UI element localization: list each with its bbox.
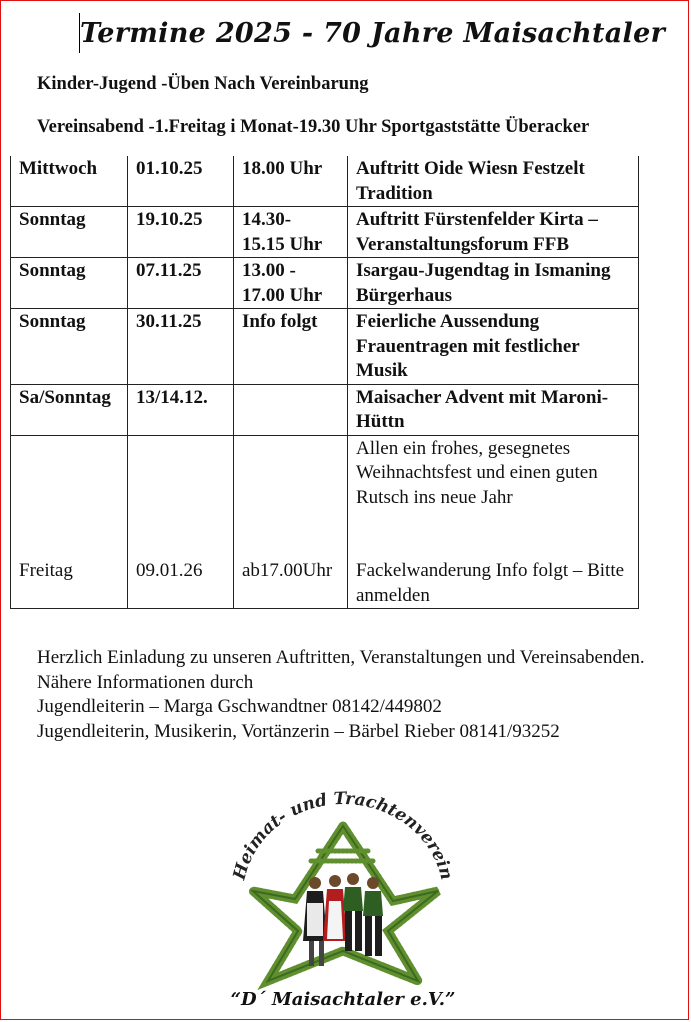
cell-event: Auftritt Oide Wiesn Festzelt Tradition (348, 156, 639, 207)
table-row (11, 207, 639, 258)
cell-date: 19.10.25 (128, 207, 234, 258)
cell-day (11, 435, 128, 609)
table-row (11, 258, 639, 309)
logo-arc-text: Heimat- und Trachtenverein (229, 791, 457, 882)
cell-time (234, 384, 348, 435)
page-title: Termine 2025 - 70 Jahre Maisachtaler (80, 18, 666, 49)
cell-event: Auftritt Fürstenfelder Kirta – Veranstaltungsforum FFB (348, 207, 639, 258)
cell-time: 14.30- 15.15 Uhr (234, 207, 348, 258)
footer-info (37, 646, 657, 744)
cell-event (348, 435, 639, 609)
cell-date: 13/14.12. (128, 384, 234, 435)
cell-day: Sonntag (11, 207, 128, 258)
cell-day: Sonntag (11, 258, 128, 309)
schedule-table (10, 156, 639, 609)
table-row (11, 156, 639, 207)
cell-time (234, 435, 348, 609)
cell-time: 18.00 Uhr (234, 156, 348, 207)
cell-time-text: ab17.00Uhr (242, 559, 333, 581)
cell-date (128, 435, 234, 609)
logo-club-name: “D´ Maisachtaler e.V.” (230, 989, 456, 1010)
cell-time: Info folgt (234, 309, 348, 385)
cell-day-text: Freitag (19, 559, 73, 581)
cell-date: 07.11.25 (128, 258, 234, 309)
table-row (11, 309, 639, 385)
cell-day: Sonntag (11, 309, 128, 385)
practice-info: Kinder-Jugend -Üben Nach Vereinbarung (37, 74, 369, 94)
table-row (11, 435, 639, 609)
contact-baerbel: Jugendleiterin, Musikerin, Vortänzerin – Bärbel Rieber 08141/93252 (37, 720, 560, 742)
cell-time: 13.00 - 17.00 Uhr (234, 258, 348, 309)
contact-marga: Jugendleiterin – Marga Gschwandtner 08142/449802 (37, 696, 442, 717)
club-evening-info: Vereinsabend -1.Freitag i Monat-19.30 Uhr Sportgaststätte Überacker (37, 117, 590, 137)
more-info-text: Nähere Informationen durch (37, 671, 254, 693)
cell-date: 30.11.25 (128, 309, 234, 385)
cell-day: Sa/Sonntag (11, 384, 128, 435)
club-logo (223, 791, 463, 1016)
cell-event: Maisacher Advent mit Maroni- Hüttn (348, 384, 639, 435)
table-row (11, 384, 639, 435)
cell-date-text: 09.01.26 (136, 559, 203, 581)
cell-event: Isargau-Jugendtag in Ismaning Bürgerhaus (348, 258, 639, 309)
cell-day: Mittwoch (11, 156, 128, 207)
cell-event-text: Fackelwanderung Info folgt – Bitte anmelden (356, 560, 625, 606)
cell-event: Feierliche Aussendung Frauentragen mit festlicher Musik (348, 309, 639, 385)
cell-date: 01.10.25 (128, 156, 234, 207)
christmas-greeting: Allen ein frohes, gesegnetes Weihnachtsfest und einen guten Rutsch ins neue Jahr (356, 437, 598, 508)
invitation-text: Herzlich Einladung zu unseren Auftritten, Veranstaltungen und Vereinsabenden. (37, 647, 645, 668)
